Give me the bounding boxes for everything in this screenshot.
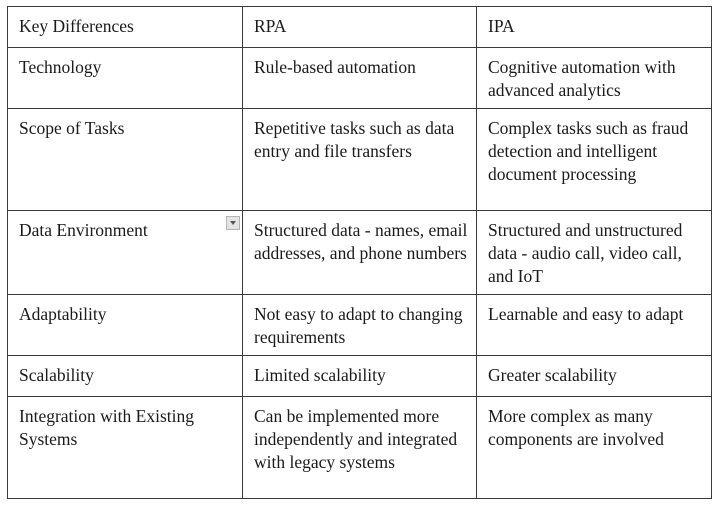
- row-label-adaptability: Adaptability: [8, 295, 243, 356]
- row-label-integration: Integration with Existing Systems: [8, 397, 243, 499]
- row-label-scalability: Scalability: [8, 356, 243, 397]
- table-row: [8, 211, 712, 295]
- comparison-table-container: [7, 6, 711, 499]
- cell-ipa-adaptability: Learnable and easy to adapt: [477, 295, 712, 356]
- cell-rpa-scalability: Limited scalability: [243, 356, 477, 397]
- cell-rpa-data-environment: Structured data - names, email addresses, and phone numbers: [243, 211, 477, 295]
- header-key-differences: Key Differences: [8, 7, 243, 48]
- table-header-row: [8, 7, 712, 48]
- row-label-technology: Technology: [8, 48, 243, 109]
- cell-rpa-scope-of-tasks: Repetitive tasks such as data entry and file transfers: [243, 109, 477, 211]
- cell-ipa-scalability: Greater scalability: [477, 356, 712, 397]
- table-row: [8, 356, 712, 397]
- cell-ipa-data-environment: Structured and unstructured data - audio call, video call, and IoT: [477, 211, 712, 295]
- row-label-scope-of-tasks: Scope of Tasks: [8, 109, 243, 211]
- header-ipa: IPA: [477, 7, 712, 48]
- table-row: [8, 48, 712, 109]
- table-row: [8, 295, 712, 356]
- table-row: [8, 109, 712, 211]
- cell-ipa-technology: Cognitive automation with advanced analytics: [477, 48, 712, 109]
- cell-rpa-integration: Can be implemented more independently and integrated with legacy systems: [243, 397, 477, 499]
- table-row: [8, 397, 712, 499]
- row-label-data-environment: [8, 211, 243, 295]
- cell-rpa-technology: Rule-based automation: [243, 48, 477, 109]
- dropdown-arrow-icon[interactable]: [226, 216, 240, 230]
- cell-ipa-integration: More complex as many components are involved: [477, 397, 712, 499]
- header-rpa: RPA: [243, 7, 477, 48]
- row-label-data-environment-text: Data Environment: [19, 220, 148, 240]
- cell-ipa-scope-of-tasks: Complex tasks such as fraud detection and intelligent document processing: [477, 109, 712, 211]
- rpa-vs-ipa-table: [7, 6, 712, 499]
- cell-rpa-adaptability: Not easy to adapt to changing requirements: [243, 295, 477, 356]
